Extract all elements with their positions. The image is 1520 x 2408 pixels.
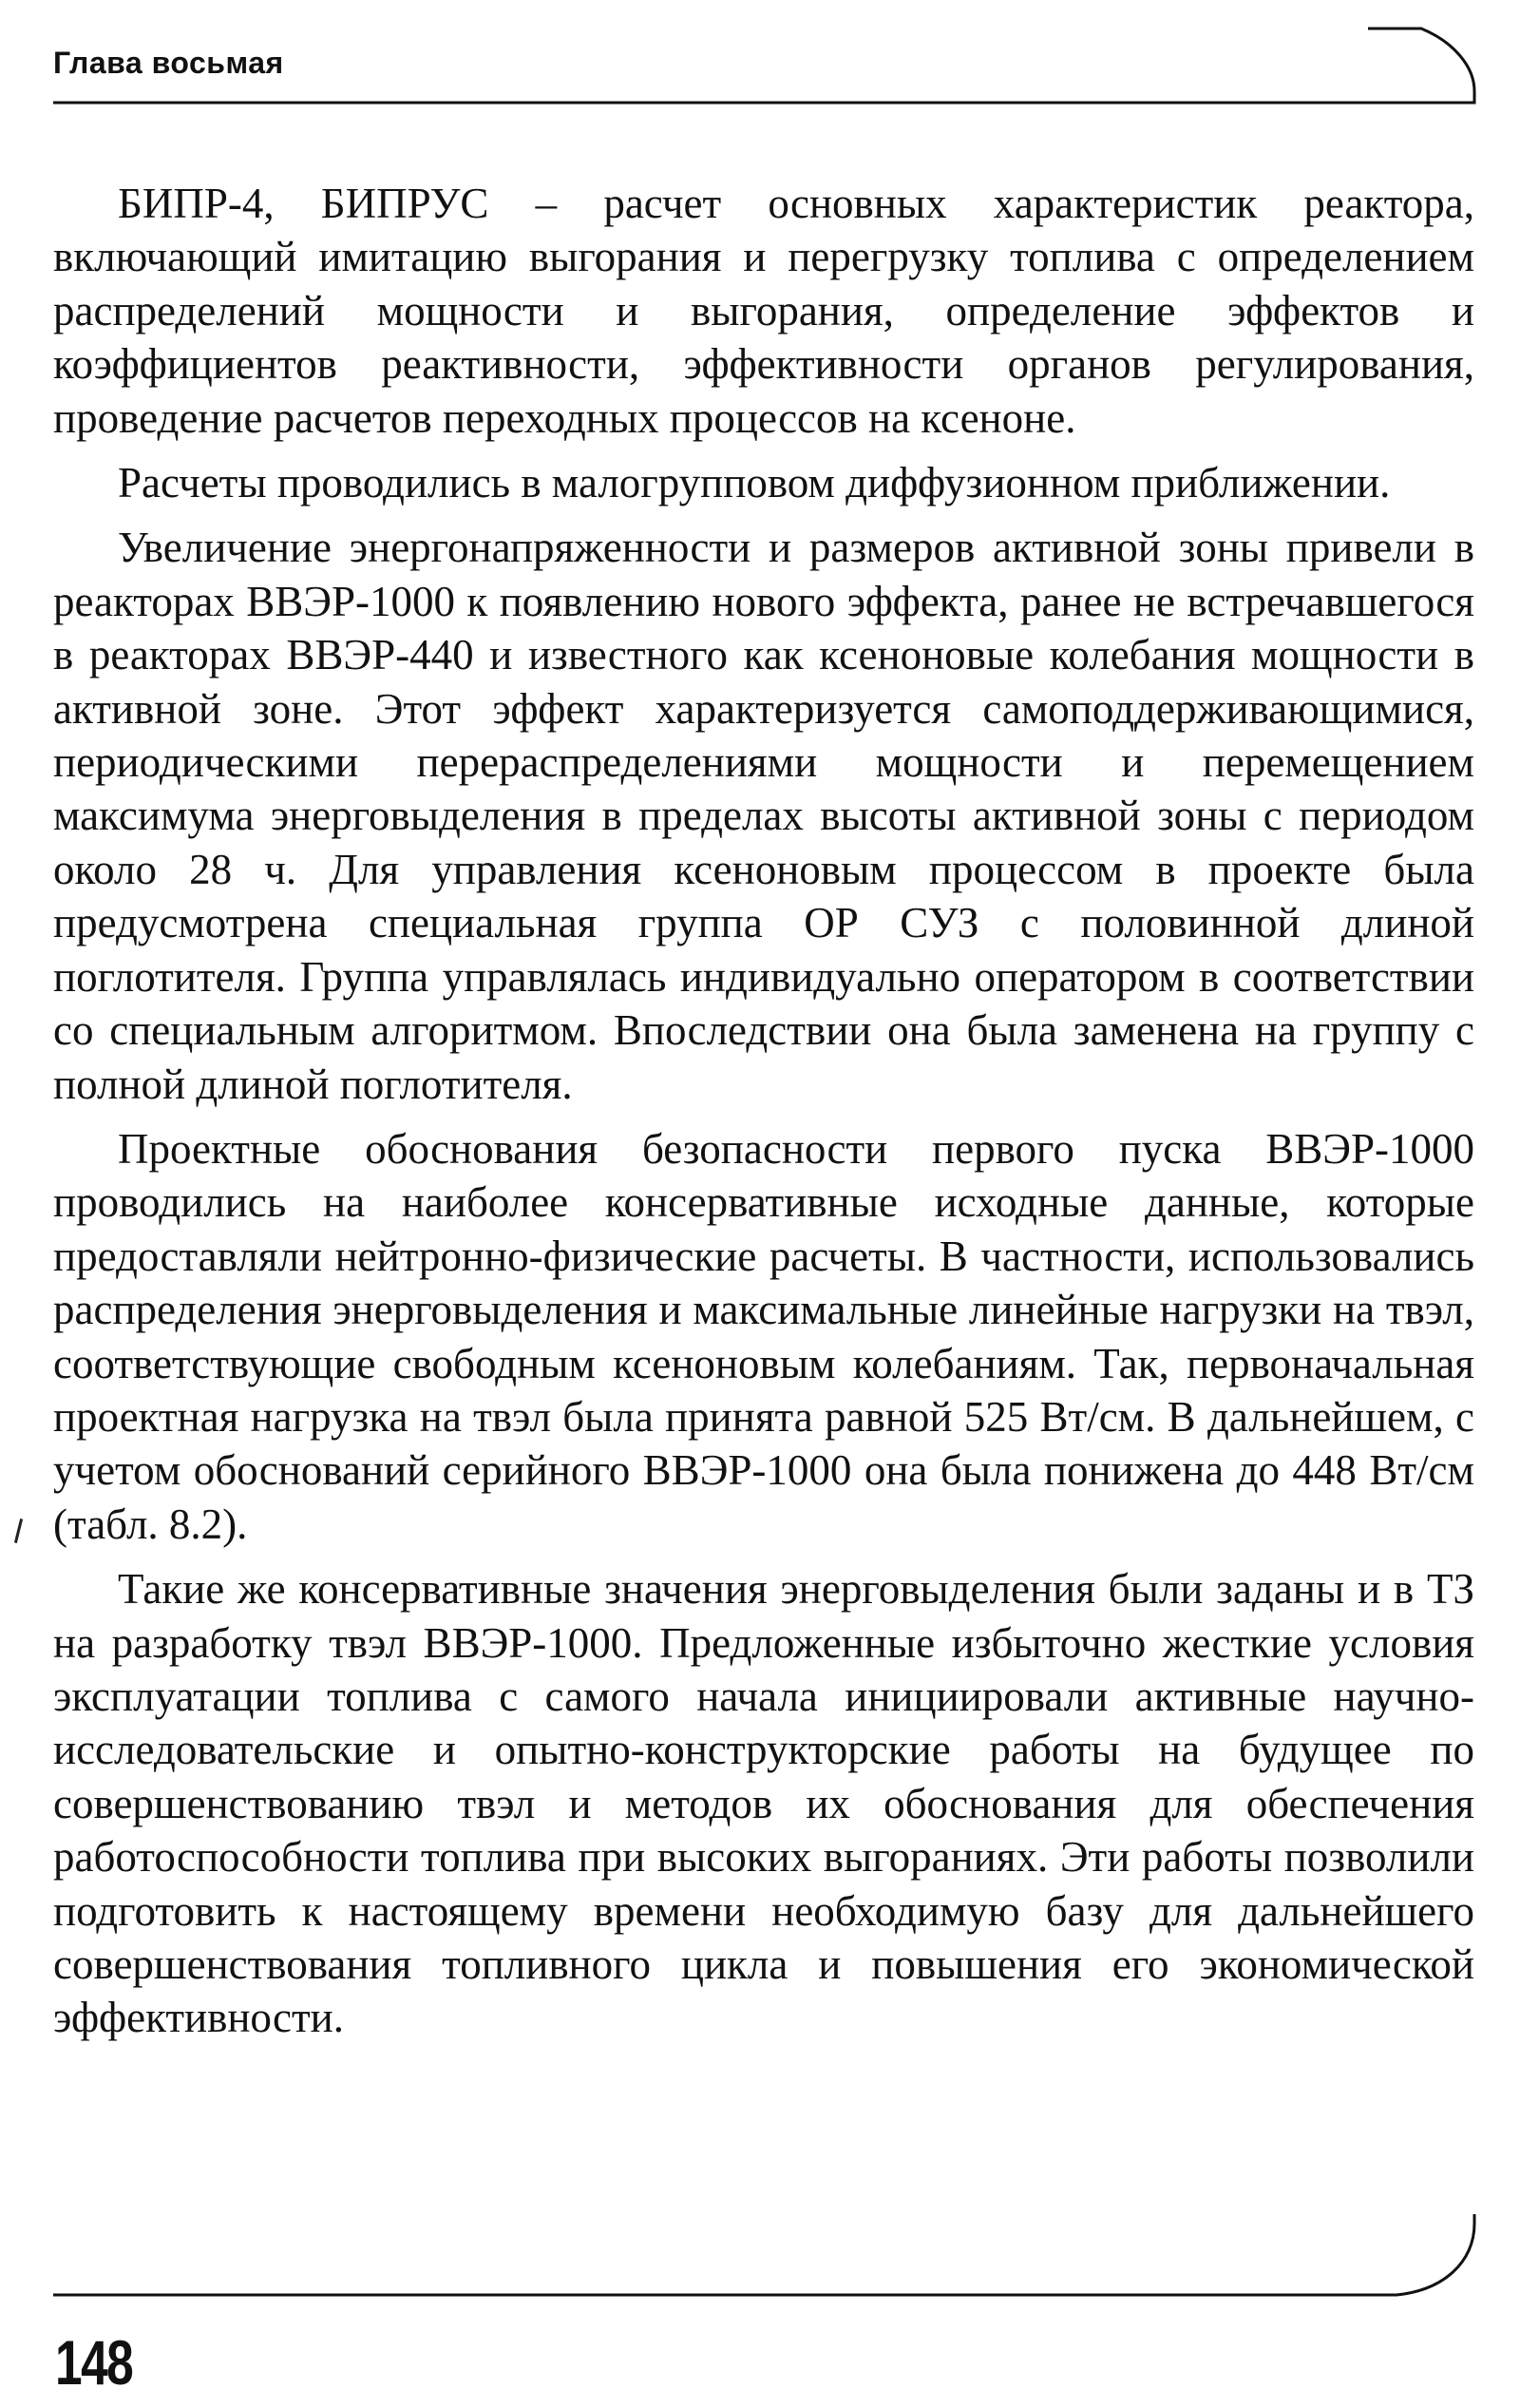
paragraph-1: БИПР-4, БИПРУС – расчет основных характеристик реактора, включающий имитацию выгорания и перегрузку топлива с определением распределений мощности и выгорания, определение эффектов и коэффициентов реактивности, эффективности органов регулирования, проведение расчетов переходных процессов на ксеноне. [53, 180, 1474, 442]
paragraph-2: Расчеты проводились в малогрупповом диффузионном приближении. [118, 459, 1391, 507]
paragraph-3: Увеличение энергонапряженности и размеров активной зоны привели в реакторах ВВЭР-1000 к появлению нового эффекта, ранее не встречавшегося в реакторах ВВЭР-440 и известного как ксеноновые колебания мощности в активной зоне. Этот эффект характеризуется самоподдерживающимися, периодическими перераспределениями мощности и перемещением максимума энерговыделения в пределах высоты активной зоны с периодом около 28 ч. Для управления ксеноновым процессом в проекте была предусмотрена специальная группа ОР СУЗ с половинной длиной поглотителя. Группа управлялась индивидуально оператором в соответствии со специальным алгоритмом. Впоследствии она была заменена на группу с полной длиной поглотителя. [53, 524, 1474, 1108]
paragraph-5: Такие же консервативные значения энерговыделения были заданы и в ТЗ на разработку твэл ВВЭР-1000. Предложенные избыточно жесткие условия эксплуатации топлива с самого начала инициировали активные научно-исследовательские и опытно-конструкторские работы на будущее по совершенствованию твэл и методов их обоснования для обеспечения работоспособности топлива при высоких выгорaниях. Эти работы позволили подготовить к настоящему времени необходимую базу для дальнейшего совершенствования топливного цикла и повышения его экономической эффективности. [53, 1565, 1474, 2042]
chapter-title: Глава восьмая [53, 46, 284, 80]
page-number: 148 [55, 2327, 133, 2398]
paragraph-4: Проектные обоснования безопасности первого пуска ВВЭР-1000 проводились на наиболее консервативные исходные данные, которые предоставляли нейтронно-физические расчеты. В частности, использовались распределения энерговыделения и максимальные линейные нагрузки на твэл, соответствующие свободным ксеноновым колебаниям. Так, первоначальная проектная нагрузка на твэл была принята равной 525 Вт/см. В дальнейшем, с учетом обоснований серийного ВВЭР-1000 она была понижена до 448 Вт/см (табл. 8.2). [53, 1124, 1474, 1548]
